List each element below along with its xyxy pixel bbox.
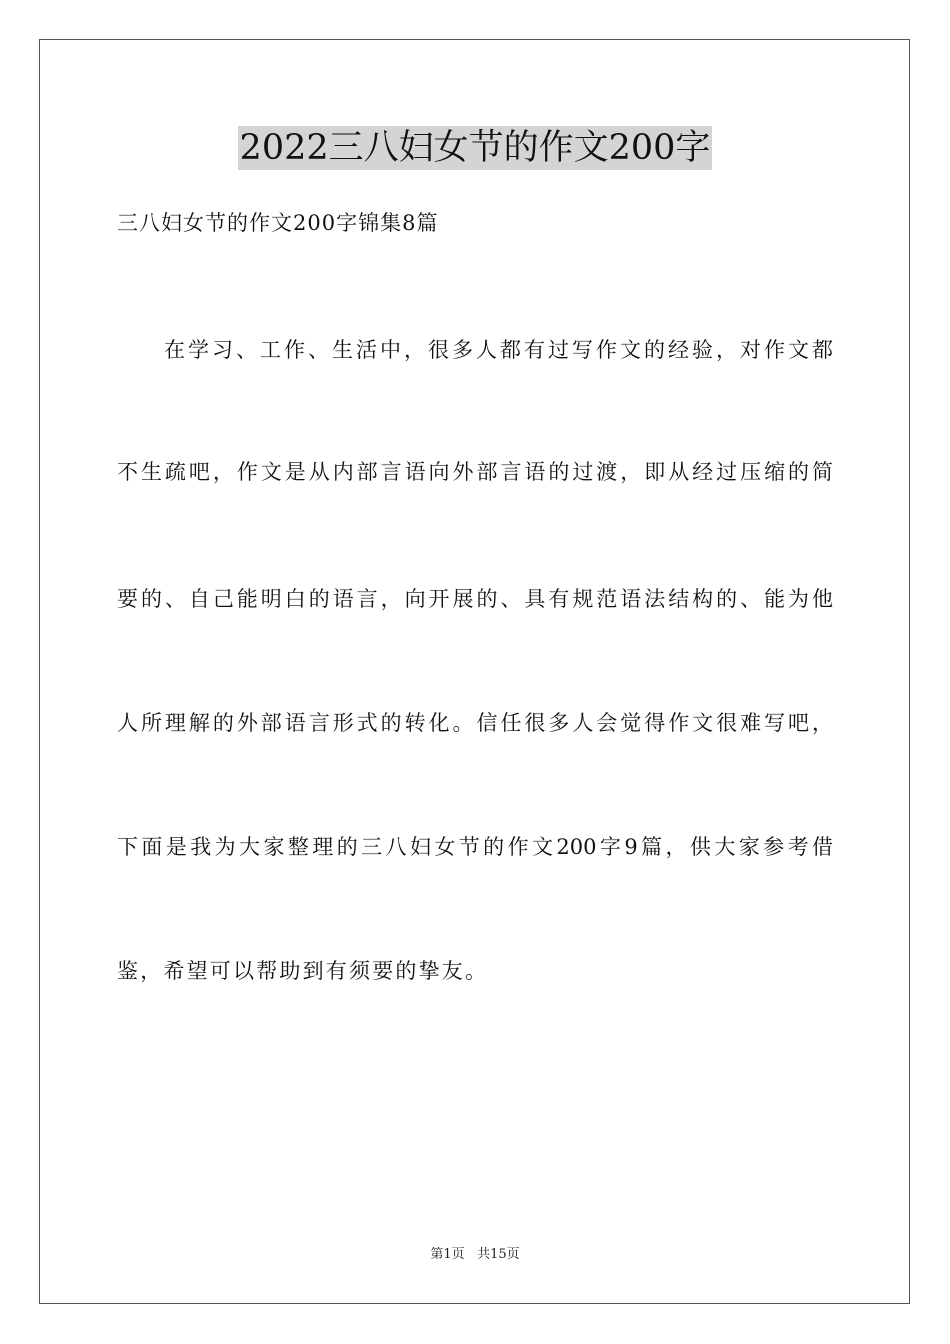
paragraph-line: 鉴，希望可以帮助到有须要的挚友。 bbox=[117, 959, 489, 983]
footer-spacer bbox=[465, 1247, 477, 1262]
paragraph-line: 不生疏吧，作文是从内部言语向外部言语的过渡，即从经过压缩的简 bbox=[117, 460, 833, 484]
paragraph-line: 下面是我为大家整理的三八妇女节的作文200字9篇，供大家参考借 bbox=[117, 835, 833, 859]
document-title: 2022三八妇女节的作文200字 bbox=[239, 128, 711, 168]
document-subtitle: 三八妇女节的作文200字锦集8篇 bbox=[117, 211, 439, 235]
page-number: 第1页 bbox=[430, 1247, 465, 1262]
paragraph-line: 人所理解的外部语言形式的转化。信任很多人会觉得作文很难写吧， bbox=[117, 711, 833, 735]
title-container bbox=[0, 126, 950, 170]
page-footer bbox=[0, 1246, 950, 1264]
paragraph-line: 在学习、工作、生活中，很多人都有过写作文的经验，对作文都 bbox=[164, 338, 833, 362]
paragraph-line: 要的、自己能明白的语言，向开展的、具有规范语法结构的、能为他 bbox=[117, 587, 833, 611]
page-total: 共15页 bbox=[477, 1247, 520, 1262]
